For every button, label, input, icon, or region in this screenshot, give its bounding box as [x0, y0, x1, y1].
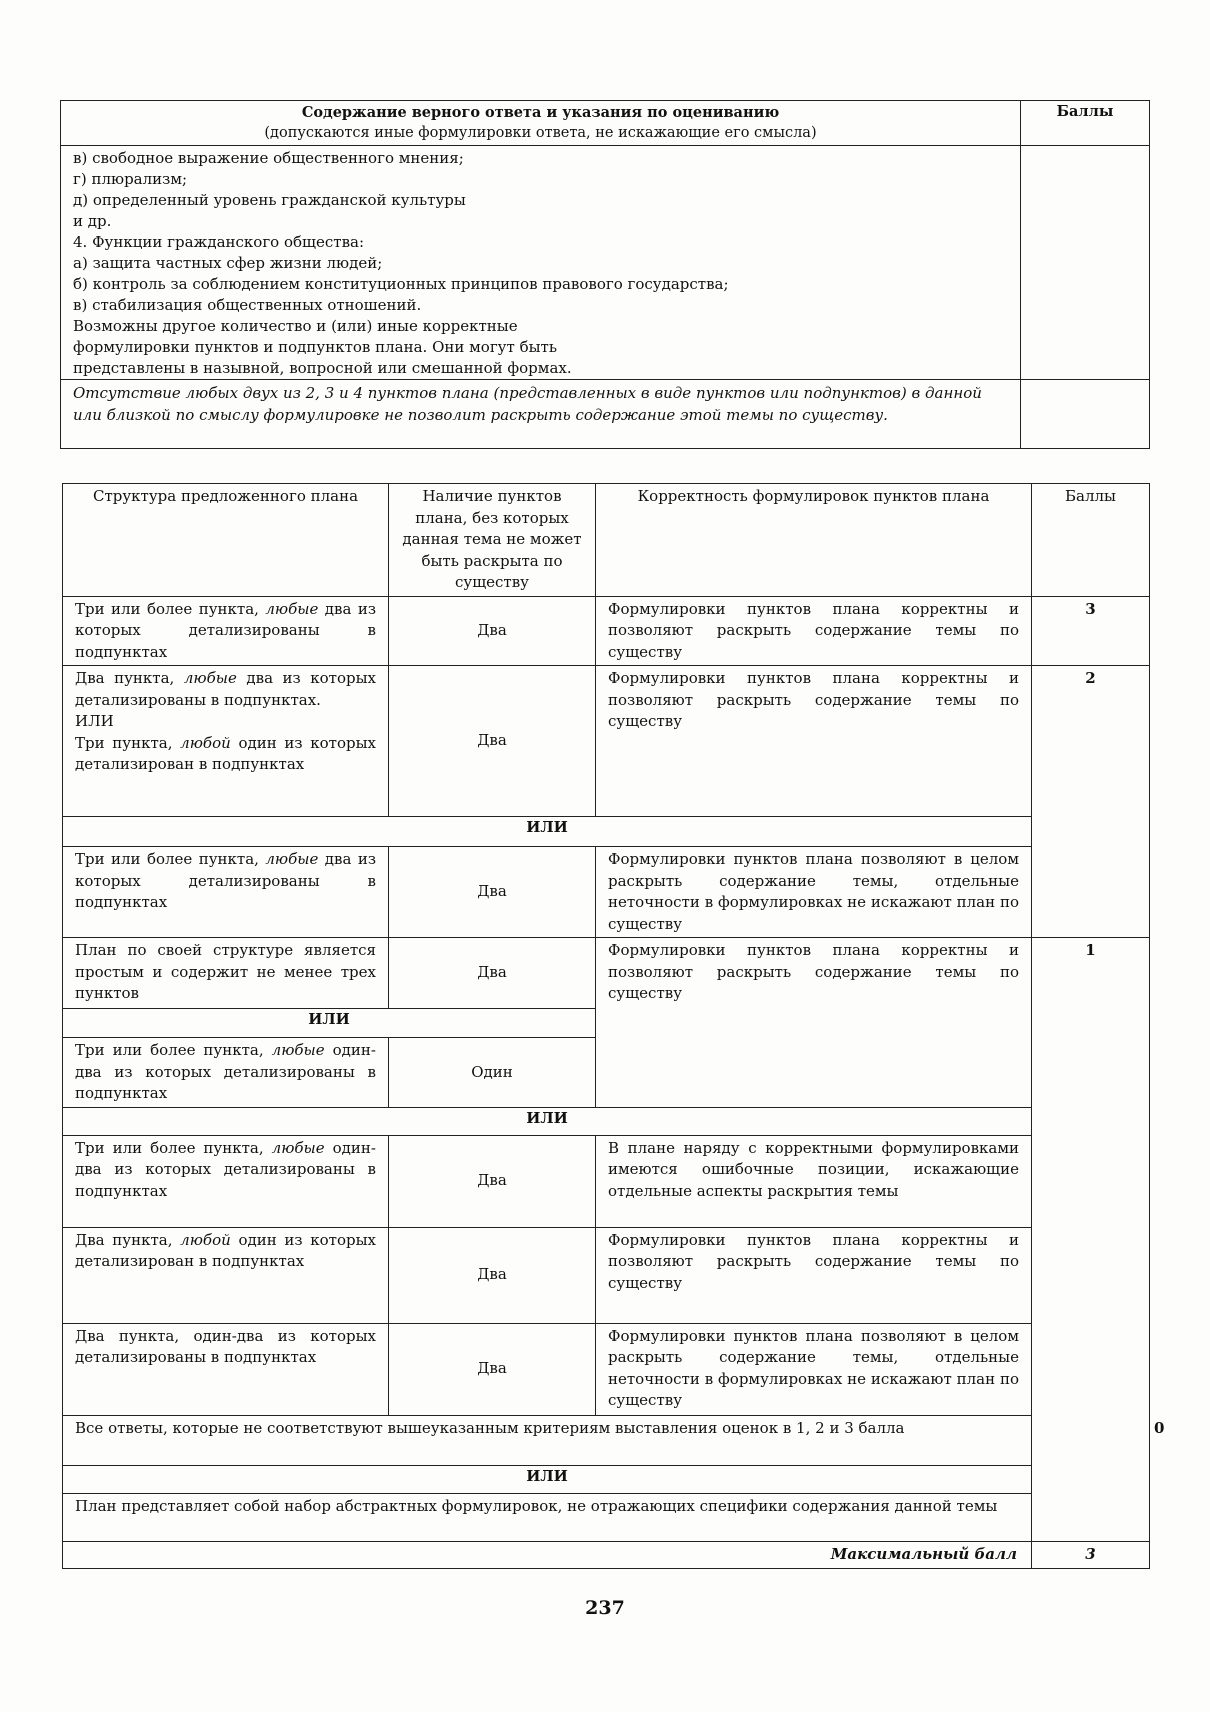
presence-cell: Два: [389, 1227, 596, 1323]
presence-cell: Два: [389, 666, 596, 817]
structure-cell: Два пункта, любые два из которых детализированы в подпунктах. ИЛИ Три пункта, любой один из которых детализирован в подпунктах: [63, 666, 389, 817]
score-cell: 1: [1032, 938, 1150, 1542]
content-line: и др.: [73, 212, 112, 230]
score-cell: 2: [1032, 666, 1150, 938]
table1-header-title: Содержание верного ответа и указания по оцениванию: [301, 104, 780, 121]
table-row: [63, 1323, 1150, 1415]
table-row: Все ответы, которые не соответствуют вышеуказанным критериям выставления оценок в 1, 2 и 3 балла 0: [63, 1415, 1150, 1465]
table1-note: Отсутствие любых двух из 2, 3 и 4 пунктов плана (представленных в виде пунктов или подпунктов) в данной или близкой по смыслу формулировке не позволит раскрыть содержание этой темы по существу.: [61, 380, 1021, 449]
table-row: [63, 847, 1150, 938]
structure-cell: Два пункта, любой один из которых детализирован в подпунктах: [63, 1227, 389, 1323]
table1-empty-score: [1021, 380, 1150, 449]
max-score-row: [63, 1541, 1150, 1568]
correctness-cell: Формулировки пунктов плана корректны и позволяют раскрыть содержание темы по существу: [596, 1227, 1032, 1323]
table2-header-row: [63, 484, 1150, 597]
zero-criteria-text: Все ответы, которые не соответствуют вышеуказанным критериям выставления оценок в 1, 2 и 3 балла: [63, 1415, 1032, 1465]
content-line: представлены в назывной, вопросной или смешанной формах.: [73, 359, 572, 377]
table1-header-row: [61, 101, 1150, 146]
presence-cell: Два: [389, 596, 596, 666]
or-label: ИЛИ: [63, 1465, 1032, 1493]
table-row: [63, 596, 1150, 666]
correctness-cell: Формулировки пунктов плана позволяют в целом раскрыть содержание темы, отдельные неточности в формулировках не искажают план по существу: [596, 847, 1032, 938]
correctness-cell: Формулировки пунктов плана корректны и позволяют раскрыть содержание темы по существу: [596, 938, 1032, 1108]
table-row: [63, 1135, 1150, 1227]
abstract-plan-text: План представляет собой набор абстрактных формулировок, не отражающих специфики содержания данной темы: [63, 1493, 1032, 1541]
or-row: [63, 1465, 1150, 1493]
structure-cell: Три или более пункта, любые два из которых детализированы в подпунктах: [63, 596, 389, 666]
table-row: [63, 666, 1150, 817]
content-line: б) контроль за соблюдением конституционных принципов правового государства;: [73, 275, 729, 293]
correctness-cell: Формулировки пунктов плана позволяют в целом раскрыть содержание темы, отдельные неточности в формулировках не искажают план по существу: [596, 1323, 1032, 1415]
content-line: Возможны другое количество и (или) иные корректные: [73, 317, 518, 335]
structure-cell: Три или более пункта, любые два из которых детализированы в подпунктах: [63, 847, 389, 938]
table1-content-cell: [61, 146, 1021, 380]
table-row: [63, 1227, 1150, 1323]
header-score: Баллы: [1032, 484, 1150, 597]
or-row: [63, 1107, 1150, 1135]
content-line: а) защита частных сфер жизни людей;: [73, 254, 383, 272]
table-row: [63, 938, 1150, 1009]
content-line: д) определенный уровень гражданской культуры: [73, 191, 466, 209]
table1-header-subtitle: (допускаются иные формулировки ответа, не искажающие его смысла): [264, 125, 817, 141]
header-presence: Наличие пунктов плана, без которых данная тема не может быть раскрыта по существу: [389, 484, 596, 597]
header-structure: Структура предложенного плана: [63, 484, 389, 597]
or-label: ИЛИ: [63, 1009, 596, 1038]
page-number: 237: [585, 1597, 625, 1619]
correctness-cell: Формулировки пунктов плана корректны и позволяют раскрыть содержание темы по существу: [596, 596, 1032, 666]
presence-cell: Два: [389, 847, 596, 938]
header-correctness: Корректность формулировок пунктов плана: [596, 484, 1032, 597]
or-label: ИЛИ: [63, 1107, 1032, 1135]
criteria-content-table: [60, 100, 1150, 449]
grading-criteria-table: [62, 483, 1165, 1569]
table1-empty-score: [1021, 146, 1150, 380]
max-score-value: 3: [1032, 1541, 1150, 1568]
table1-header-cell: [61, 101, 1021, 146]
content-line: в) свободное выражение общественного мнения;: [73, 149, 464, 167]
inline-or: ИЛИ: [75, 712, 114, 730]
structure-cell: Три или более пункта, любые один-два из которых детализированы в подпунктах: [63, 1135, 389, 1227]
presence-cell: Один: [389, 1038, 596, 1108]
table1-note-row: [61, 380, 1150, 449]
table1-content-row: [61, 146, 1150, 380]
content-line: г) плюрализм;: [73, 170, 188, 188]
correctness-cell: Формулировки пунктов плана корректны и позволяют раскрыть содержание темы по существу: [596, 666, 1032, 817]
structure-cell: Два пункта, один-два из которых детализированы в подпунктах: [63, 1323, 389, 1415]
structure-cell: План по своей структуре является простым и содержит не менее трех пунктов: [63, 938, 389, 1009]
max-score-label: Максимальный балл: [63, 1541, 1032, 1568]
correctness-cell: В плане наряду с корректными формулировками имеются ошибочные позиции, искажающие отдельные аспекты раскрытия темы: [596, 1135, 1032, 1227]
presence-cell: Два: [389, 938, 596, 1009]
or-row: [63, 817, 1150, 847]
or-label: ИЛИ: [63, 817, 1032, 847]
presence-cell: Два: [389, 1323, 596, 1415]
content-line: в) стабилизация общественных отношений.: [73, 296, 422, 314]
presence-cell: Два: [389, 1135, 596, 1227]
table-row: [63, 1493, 1150, 1541]
content-line: формулировки пунктов и подпунктов плана. Они могут быть: [73, 338, 558, 356]
table1-score-header: Баллы: [1021, 101, 1150, 146]
score-cell: 3: [1032, 596, 1150, 666]
content-line: 4. Функции гражданского общества:: [73, 233, 365, 251]
structure-cell: Три или более пункта, любые один-два из которых детализированы в подпунктах: [63, 1038, 389, 1108]
